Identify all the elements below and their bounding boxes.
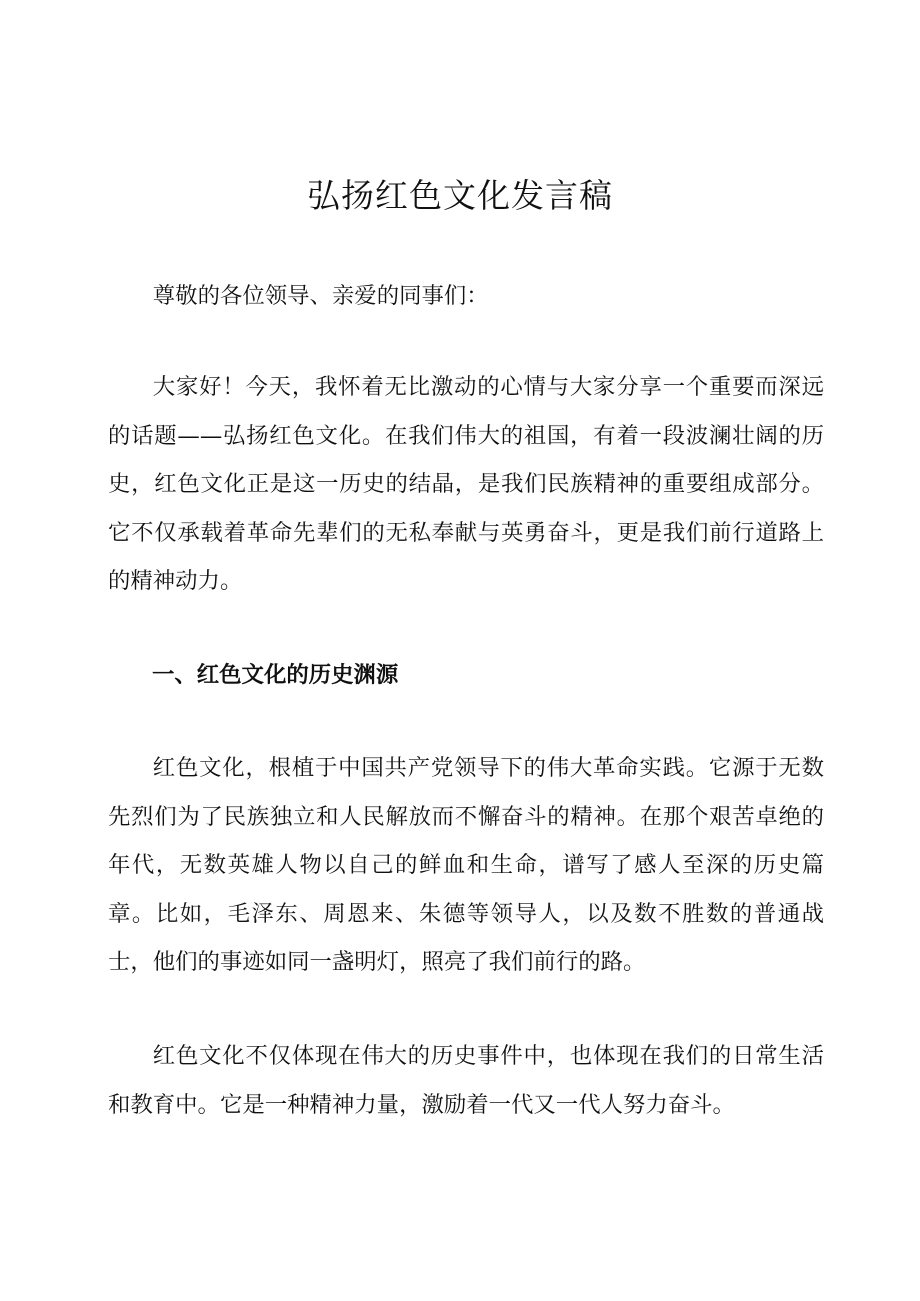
history-paragraph-2: 红色文化不仅体现在伟大的历史事件中，也体现在我们的日常生活和教育中。它是一种精神力量，激励着一代又一代人努力奋斗。 — [108, 1043, 824, 1118]
intro-paragraph: 大家好！今天，我怀着无比激动的心情与大家分享一个重要而深远的话题——弘扬红色文化。在我们伟大的祖国，有着一段波澜壮阔的历史，红色文化正是这一历史的结晶，是我们民族精神的重要组成部分。它不仅承载着革命先辈们的无私奉献与英勇奋斗，更是我们前行道路上的精神动力。 — [108, 374, 824, 595]
salutation: 尊敬的各位领导、亲爱的同事们： — [152, 283, 489, 309]
section-heading-history: 一、红色文化的历史渊源 — [152, 662, 399, 688]
history-paragraph-1: 红色文化，根植于中国共产党领导下的伟大革命实践。它源于无数先烈们为了民族独立和人民解放而不懈奋斗的精神。在那个艰苦卓绝的年代，无数英雄人物以自己的鲜血和生命，谱写了感人至深的历史篇章。比如，毛泽东、周恩来、朱德等领导人，以及数不胜数的普通战士，他们的事迹如同一盏明灯，照亮了我们前行的路。 — [108, 755, 824, 976]
document-title: 弘扬红色文化发言稿 — [307, 176, 613, 215]
